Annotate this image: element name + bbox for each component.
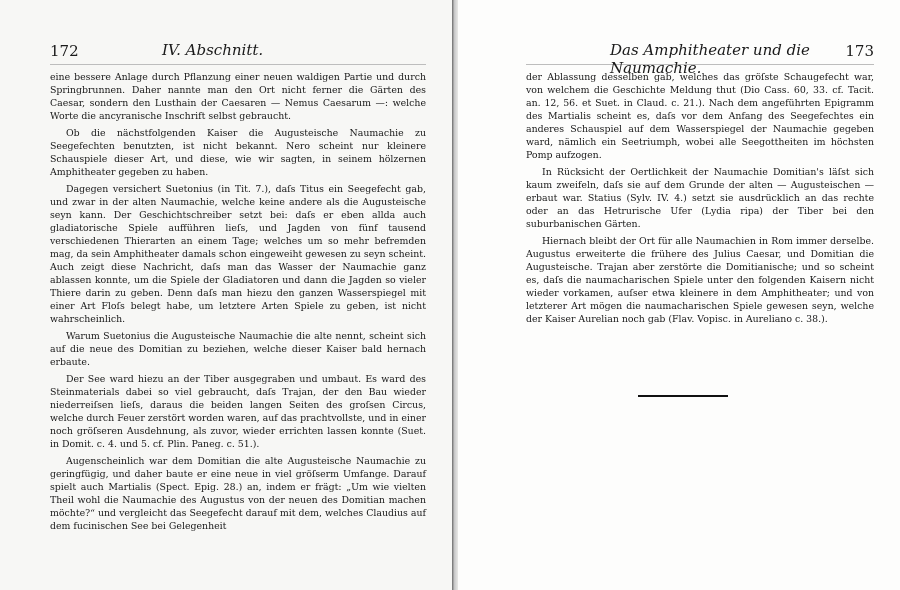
left-page-number: 172 [50, 42, 79, 60]
right-running-head [526, 36, 874, 77]
right-page-text [526, 71, 874, 326]
paragraph: Dagegen versichert Suetonius (in Tit. 7.), daſs Titus ein Seegefecht gab, und zwar in der alten Naumachie, welche keine andere als die Augusteische seyn kann. Der Geschichtschreiber setzt bei: daſs er eben allda auch gladiatorische Spiele aufführen lieſs, und Jagden von fünf tausend verschiedenen Thierarten an einem Tage; welches um so mehr befremden mag, da sein Amphitheater damals schon eingeweiht gewesen zu seyn scheint. Auch zeigt diese Nachricht, daſs man das Wasser der Naumachie ganz ablassen konnte, um die Spiele der Gladiatoren und dann die Jagden so vieler Thiere darin zu geben. Denn daſs man hiezu den ganzen Wasserspiegel mit einer Art Floſs belegt habe, um letztere Arten Spiele zu geben, ist nicht wahrscheinlich. [50, 184, 426, 325]
right-running-title: Das Amphitheater und die Naumachie. [610, 41, 810, 77]
paragraph: Ob die nächstfolgenden Kaiser die Augusteische Naumachie zu Seegefechten benutzten, ist nicht bekannt. Nero scheint nur kleinere Schauspiele dieser Art, und diese, wie wir sagten, in seinem hölzernen Amphitheater gegeben zu haben. [50, 128, 426, 178]
paragraph: der Ablassung desselben gab, welches das gröſste Schaugefecht war, von welchem die Geschichte Meldung thut (Dio Cass. 60, 33. cf. Tacit. an. 12, 56. et Suet. in Claud. c. 21.). Nach dem angeführten Epigramm des Martialis scheint es, daſs vor dem Anfang des Seegefechtes ein anderes Schauspiel auf dem Wasserspiegel der Naumachie gegeben ward, nämlich ein Seetriumph, wobei alle Seegottheiten im höchsten Pomp aufzogen. [526, 72, 874, 161]
paragraph: eine bessere Anlage durch Pflanzung einer neuen waldigen Partie und durch Springbrunnen. Daher nannte man den Ort nicht ferner die Gärten des Caesar, sondern den Lusthain der Caesaren — Nemus Caesarum —: welche Worte die ancyranische Inschrift selbst gebraucht. [50, 72, 426, 122]
paragraph: Warum Suetonius die Augusteische Naumachie die alte nennt, scheint sich auf die neue des Domitian zu beziehen, welche dieser Kaiser bald hernach erbaute. [50, 331, 426, 368]
end-of-chapter-rule [638, 395, 728, 397]
left-running-head [50, 36, 426, 65]
left-page-text [50, 71, 426, 533]
paragraph: Der See ward hiezu an der Tiber ausgegraben und umbaut. Es ward des Steinmaterials dabei so viel gebraucht, daſs Trajan, der den Bau wieder niederreiſsen lieſs, daraus die beiden langen Seiten des groſsen Circus, welche durch Feuer zerstört worden waren, auf das prachtvollste, und in einer noch gröſseren Ausdehnung, als zuvor, wieder errichten lassen konnte (Suet. in Domit. c. 4. und 5. cf. Plin. Paneg. c. 51.). [50, 374, 426, 450]
paragraph: Augenscheinlich war dem Domitian die alte Augusteische Naumachie zu geringfügig, und daher baute er eine neue in viel gröſserm Umfange. Darauf spielt auch Martialis (Spect. Epig. 28.) an, indem er frägt: „Um wie vielten Theil wohl die Naumachie des Augustus von der neuen des Domitian machen möchte?“ und vergleicht das Seegefecht darauf mit dem, welches Claudius auf dem fucinischen See bei Gelegenheit [50, 456, 426, 532]
right-page-number: 173 [845, 42, 874, 60]
left-running-title: IV. Abschnitt. [162, 41, 264, 59]
paragraph: In Rücksicht der Oertlichkeit der Naumachie Domitian's läſst sich kaum zweifeln, daſs sie auf dem Grunde der alten — Augusteischen — erbaut war. Statius (Sylv. IV. 4.) setzt sie ausdrücklich an das rechte oder an das Hetrurische Ufer (Lydia ripa) der Tiber bei den suburbanischen Gärten. [526, 167, 874, 230]
right-page [458, 0, 900, 590]
paragraph: Hiernach bleibt der Ort für alle Naumachien in Rom immer derselbe. Augustus erweiterte die frühere des Julius Caesar, und Domitian die Augusteische. Trajan aber zerstörte die Domitianische; und so scheint es, daſs die naumacharischen Spiele unter den folgenden Kaisern nicht wieder vorkamen, auſser etwa kleinere in dem Amphitheater; und von letzterer Art mögen die naumacharischen Spiele gewesen seyn, welche der Kaiser Aurelian noch gab (Flav. Vopisc. in Aureliano c. 38.). [526, 236, 874, 325]
